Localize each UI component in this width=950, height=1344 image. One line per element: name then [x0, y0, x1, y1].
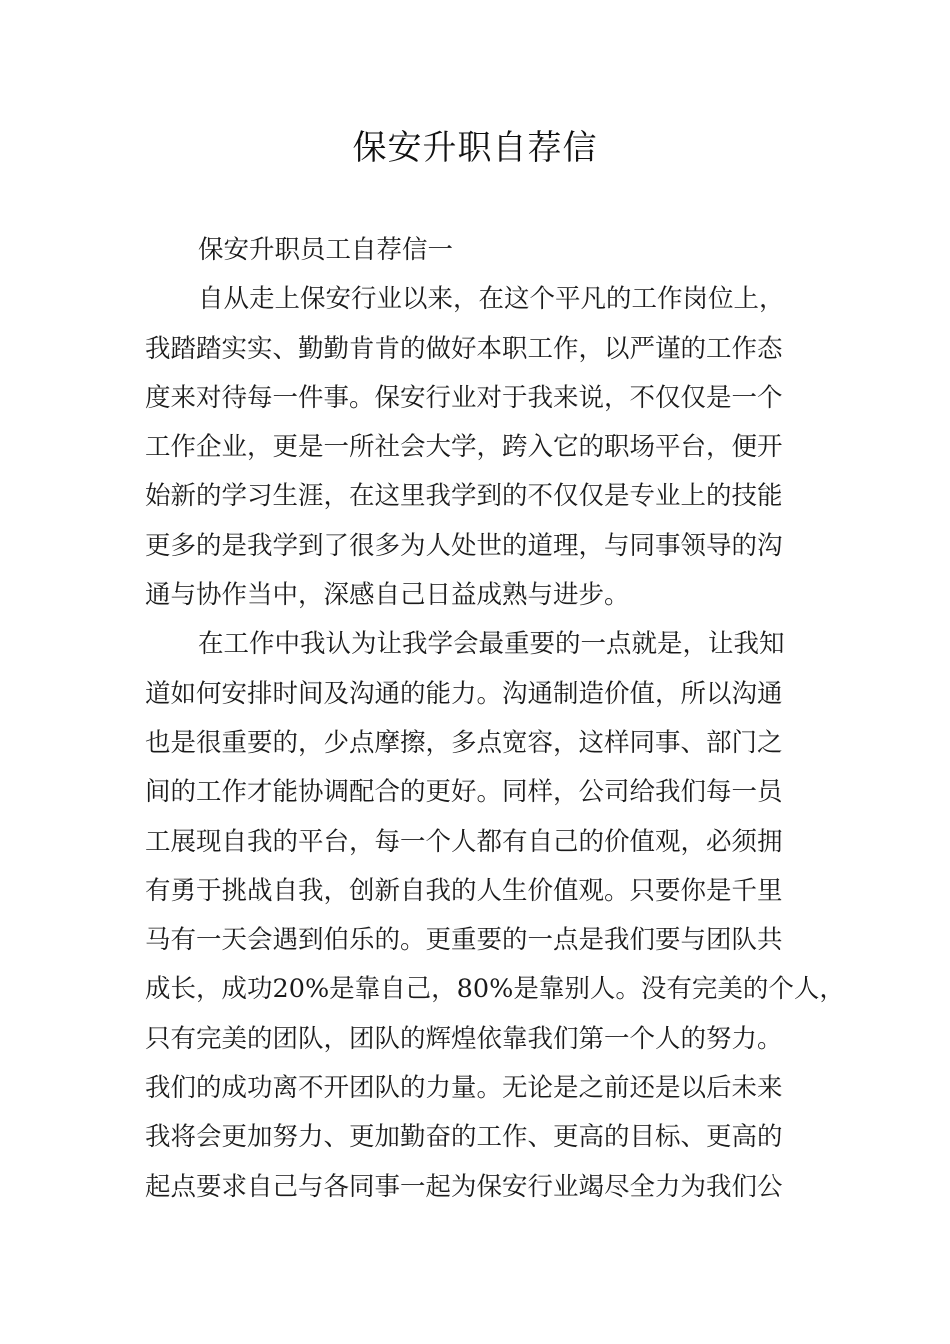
- paragraph-line: 自从走上保安行业以来，在这个平凡的工作岗位上，: [198, 284, 785, 315]
- paragraph-line: 始新的学习生涯，在这里我学到的不仅仅是专业上的技能: [145, 481, 783, 512]
- paragraph-line: 间的工作才能协调配合的更好。同样，公司给我们每一员: [145, 777, 783, 808]
- paragraph-line: 在工作中我认为让我学会最重要的一点就是，让我知: [198, 629, 785, 660]
- paragraph-line: 马有一天会遇到伯乐的。更重要的一点是我们要与团队共: [145, 925, 783, 956]
- paragraph-line: 只有完美的团队，团队的辉煌依靠我们第一个人的努力。: [145, 1023, 783, 1054]
- paragraph-line: 度来对待每一件事。保安行业对于我来说，不仅仅是一个: [145, 382, 783, 413]
- paragraph-line: 起点要求自己与各同事一起为保安行业竭尽全力为我们公: [145, 1171, 783, 1202]
- paragraph-line: 道如何安排时间及沟通的能力。沟通制造价值，所以沟通: [145, 678, 783, 709]
- paragraph-line: 通与协作当中，深感自己日益成熟与进步。: [145, 580, 630, 611]
- document-body: [145, 226, 845, 1212]
- paragraph-line: 我踏踏实实、勤勤肯肯的做好本职工作，以严谨的工作态: [145, 333, 783, 364]
- paragraph-line: 成长，成功20%是靠自己，80%是靠别人。没有完美的个人，: [145, 974, 845, 1005]
- paragraph-line: 也是很重要的，少点摩擦，多点宽容，这样同事、部门之: [145, 727, 783, 758]
- paragraph-line: 工展现自我的平台，每一个人都有自己的价值观，必须拥: [145, 826, 783, 857]
- paragraph-line: 我将会更加努力、更加勤奋的工作、更高的目标、更高的: [145, 1122, 783, 1153]
- letter-heading: 保安升职员工自荐信一: [198, 235, 454, 265]
- document-title: 保安升职自荐信: [352, 128, 598, 168]
- paragraph-line: 更多的是我学到了很多为人处世的道理，与同事领导的沟: [145, 530, 783, 561]
- paragraph-line: 有勇于挑战自我，创新自我的人生价值观。只要你是千里: [145, 875, 783, 906]
- paragraph-line: 工作企业，更是一所社会大学，跨入它的职场平台，便开: [145, 432, 783, 463]
- paragraph-line: 我们的成功离不开团队的力量。无论是之前还是以后未来: [145, 1073, 783, 1104]
